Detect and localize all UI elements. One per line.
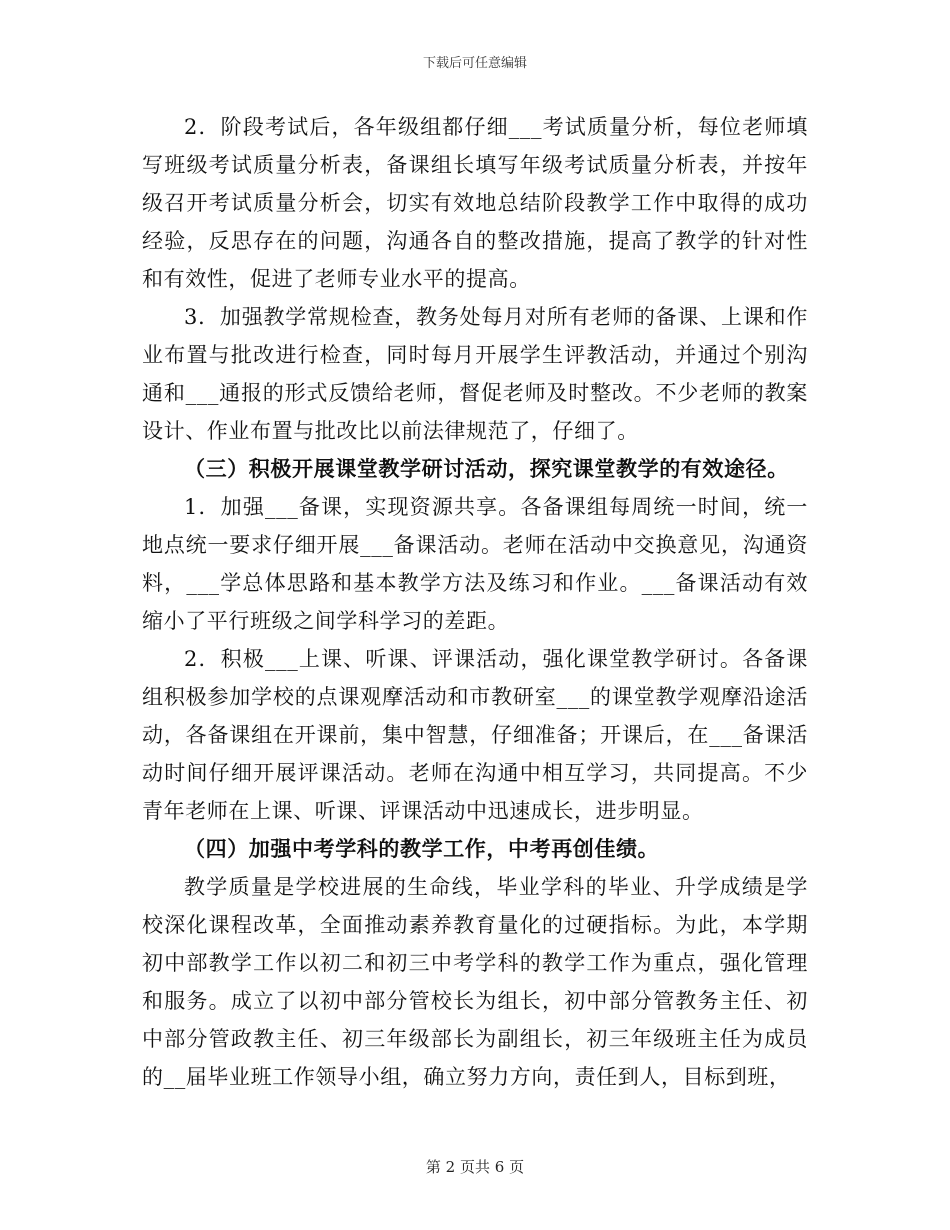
page-footer: 第 2 页共 6 页 [425,1158,525,1176]
paragraph-exam-analysis: 2．阶段考试后，各年级组都仔细___考试质量分析，每位老师填写班级考试质量分析表，备课组长填写年级考试质量分析表，并按年级召开考试质量分析会，切实有效地总结阶段教学工作中取得的成功经验，反思存在的问题，沟通各自的整改措施，提高了教学的针对性和有效性，促进了老师专业水平的提高。 [142,115,808,291]
document-body [142,108,808,1096]
section-heading-3: （三）积极开展课堂教学研讨活动，探究课堂教学的有效途径。 [184,456,789,481]
page-header: 下载后可任意编辑 [422,56,527,71]
paragraph-lesson-observation: 2．积极___上课、听课、评课活动，强化课堂教学研讨。各备课组积极参加学校的点课观摩活动和市教研室___的课堂教学观摩沿途活动，各备课组在开课前，集中智慧，仔细准备；开课后，在___备课活动时间仔细开展评课活动。老师在沟通中相互学习，共同提高。不少青年老师在上课、听课、评课活动中迅速成长，进步明显。 [142,647,808,823]
paragraph-collective-lesson-prep: 1．加强___备课，实现资源共享。各备课组每周统一时间，统一地点统一要求仔细开展___备课活动。老师在活动中交换意见，沟通资料，___学总体思路和基本教学方法及练习和作业。___备课活动有效缩小了平行班级之间学科学习的差距。 [142,495,808,633]
paragraph-teaching-quality: 教学质量是学校进展的生命线，毕业学科的毕业、升学成绩是学校深化课程改革，全面推动素养教育量化的过硬指标。为此，本学期初中部教学工作以初二和初三中考学科的教学工作为重点，强化管理和服务。成立了以初中部分管校长为组长，初中部分管教务主任、初中部分管政教主任、初三年级部长为副组长，初三年级班主任为成员的__届毕业班工作领导小组，确立努力方向，责任到人，目标到班， [142,875,808,1089]
section-heading-4: （四）加强中考学科的教学工作，中考再创佳绩。 [184,836,660,861]
paragraph-routine-inspection: 3．加强教学常规检查，教务处每月对所有老师的备课、上课和作业布置与批改进行检查，同时每月开展学生评教活动，并通过个别沟通和___通报的形式反馈给老师，督促老师及时整改。不少老师的教案设计、作业布置与批改比以前法律规范了，仔细了。 [142,305,808,443]
